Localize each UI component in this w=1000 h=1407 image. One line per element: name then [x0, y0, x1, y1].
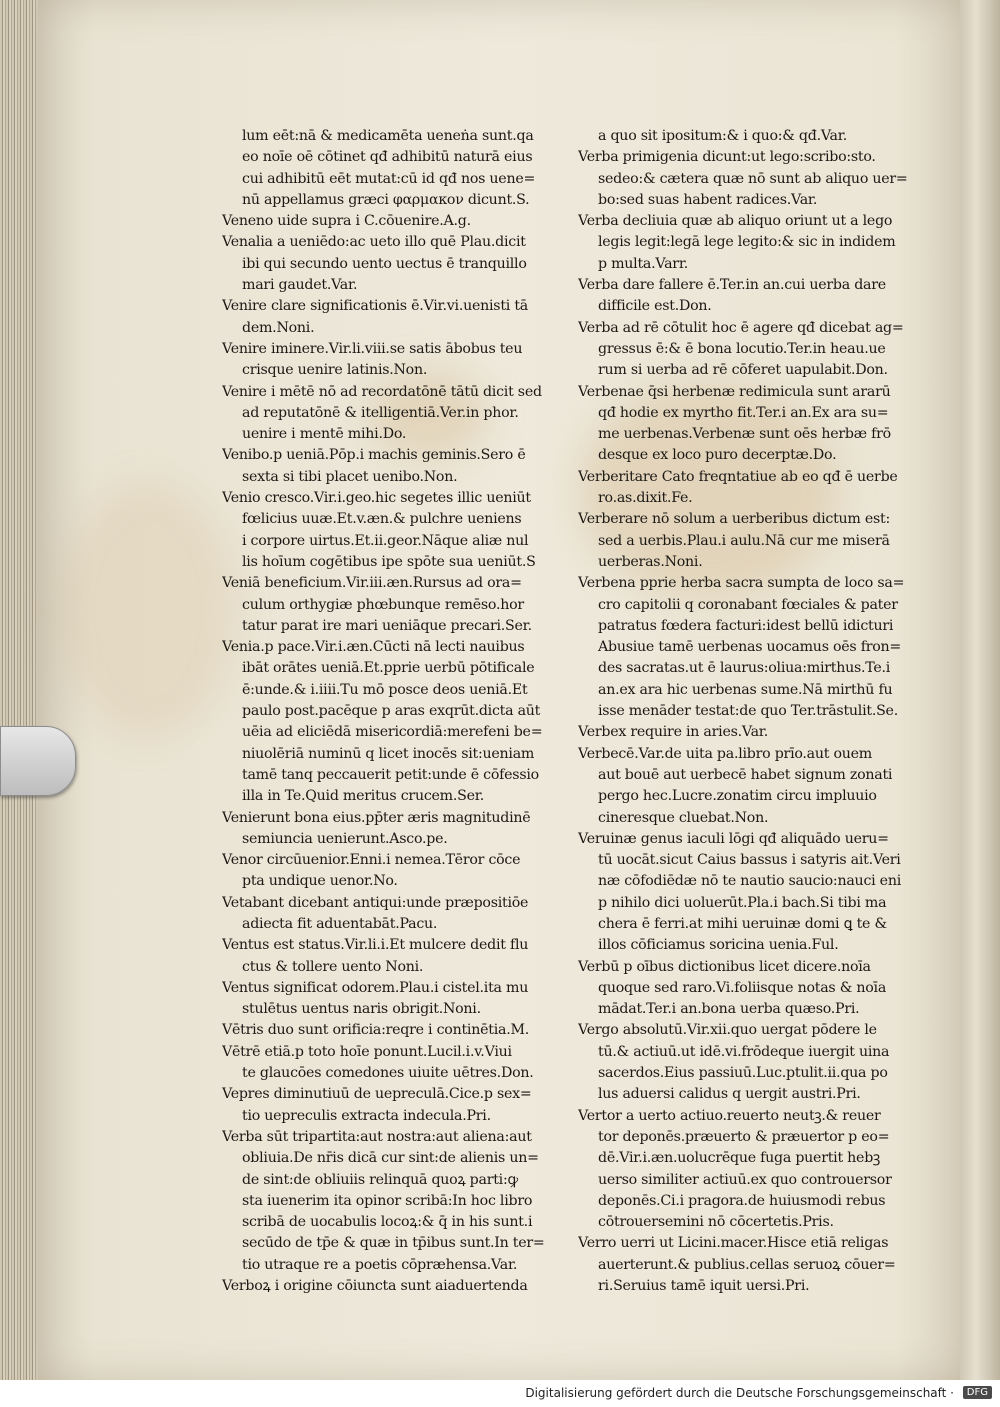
entry-headword-line: Verba dare fallere ē.Ter.in an.cui uerba dare — [578, 277, 886, 294]
text-line: auerterunt.& publius.cellas seruoꝝ cōuer= — [598, 1256, 896, 1273]
text-line: uenire i mentē mihi.Do. — [242, 426, 407, 443]
text-line: ibāt orātes ueniā.Et.pprie uerbū pōtificale — [242, 660, 535, 677]
text-line: tū uocāt.sicut Caius bassus i satyris ait.Veri — [598, 852, 901, 869]
text-line: næ cōfodiēdæ nō te nautio saucio:nauci eni — [598, 873, 902, 890]
text-line: lum eēt:nā & medicamēta ueneṅa sunt.qa — [242, 128, 534, 144]
text-line: crisque uenire latinis.Non. — [242, 362, 428, 379]
text-line: cōtrouersemini nō cōcertetis.Pris. — [598, 1214, 834, 1231]
text-line: qđ hodie ex myrtho fit.Ter.i an.Ex ara su= — [598, 404, 889, 421]
text-line: a quo sit ipositum:& i quo:& qđ.Var. — [598, 128, 847, 144]
entry-headword-line: Verbena pprie herba sacra sumpta de loco sa= — [578, 575, 905, 592]
text-line: scribā de uocabulis locoꝝ:& q̄ in his sunt.i — [242, 1214, 533, 1231]
entry-headword-line: Ventus est status.Vir.li.i.Et mulcere dedit flu — [222, 937, 529, 954]
entry-headword-line: Verboꝝ i origine cōiuncta sunt aiaduertenda — [222, 1278, 528, 1295]
text-line: eo noīe oē cōtinet qđ adhibitū naturā eius — [242, 149, 533, 166]
text-line: sed a uerbis.Plau.i aulu.Nā cur me miserā — [598, 532, 890, 549]
entry-headword-line: Verbecē.Var.de uita pa.libro prīo.aut ouem — [578, 745, 872, 762]
entry-headword-line: Vētris duo sunt orificia:reqre i continētia.M. — [222, 1022, 529, 1039]
text-line: patratus fœdera facturi:idest bellū idicturi — [598, 617, 894, 634]
text-line: chera ē ferri.at mihi ueruinæ domi ꝗ te & — [598, 915, 887, 932]
entry-headword-line: Vetabant dicebant antiqui:unde præpositiōe — [222, 894, 529, 911]
text-line: ibi qui secundo uento uectus ē tranquillo — [242, 255, 527, 272]
text-line: pta undique uenor.No. — [242, 873, 398, 890]
entry-headword-line: Vētrē etiā.p toto hoīe ponunt.Lucil.i.v.Viui — [222, 1043, 512, 1060]
text-line: lis hoīum cogētibus ipe spōte sua ueniūt.S — [242, 553, 536, 570]
text-line: sta iuenerim ita opinor scribā:In hoc libro — [242, 1192, 533, 1209]
text-line: te glaucōes comedones uiuite uētres.Don. — [242, 1065, 534, 1082]
entry-headword-line: Venia.p pace.Vir.i.æn.Cūcti nā lecti nauibus — [222, 639, 525, 656]
text-line: lus aduersi calidus q uergit austri.Pri. — [598, 1086, 861, 1103]
text-line: niuolēriā numinū q licet inocēs sit:ueniam — [242, 745, 535, 762]
text-line: illa in Te.Quid meritus crucem.Ser. — [242, 788, 484, 805]
entry-headword-line: Verba sūt tripartita:aut nostra:aut aliena:aut — [222, 1128, 532, 1145]
entry-headword-line: Veruinæ genus iaculi lōgi qđ aliquādo ueru= — [578, 830, 889, 847]
text-line: secūdo de tp̄e & quæ in tp̄ibus sunt.In ter= — [242, 1235, 545, 1252]
text-line: me uerbenas.Verbenæ sunt oēs herbæ frō — [598, 426, 891, 443]
entry-headword-line: Venio cresco.Vir.i.geo.hic segetes illic ueniūt — [222, 490, 531, 507]
text-line: aut bouē aut uerbecē habet signum zonati — [598, 766, 893, 783]
text-line: ro.as.dixit.Fe. — [598, 490, 693, 507]
entry-headword-line: Vepres diminutiuū de uepreculā.Cice.p sex= — [222, 1086, 532, 1103]
text-line: uerso similiter actiuū.ex quo controuersor — [598, 1171, 892, 1188]
entry-headword-line: Verberare nō solum a uerberibus dictum est: — [578, 511, 891, 528]
text-line: stulētus uentus naris obrigit.Noni. — [242, 1001, 481, 1018]
footer-credit: Digitalisierung gefördert durch die Deutsche Forschungsgemeinschaft · — [525, 1386, 954, 1400]
text-line: ri.Seruius tamē iquit uersi.Pri. — [598, 1278, 810, 1295]
text-column-left — [222, 126, 562, 1297]
entry-headword-line: Venire iminere.Vir.li.viii.se satis ābobus teu — [222, 340, 523, 357]
text-line: quoque sed raro.Vi.foliisque notas & noīa — [598, 979, 887, 996]
entry-headword-line: Vergo absolutū.Vir.xii.quo uergat pōdere le — [578, 1022, 877, 1039]
dfg-logo[interactable]: DFG — [963, 1386, 992, 1399]
entry-headword-line: Verbenae q̄si herbenæ redimicula sunt ararū — [578, 383, 891, 400]
text-line: fœlicius uuæ.Et.v.æn.& pulchre ueniens — [242, 511, 522, 528]
text-line: rum si uerba ad rē cōferet uapulabit.Don. — [598, 362, 888, 379]
entry-headword-line: Verbex require in aries.Var. — [578, 724, 769, 741]
entry-headword-line: Veneno uide supra i C.cōuenire.A.g. — [222, 213, 471, 230]
entry-headword-line: Venire clare significationis ē.Vir.vi.uenisti tā — [222, 298, 528, 315]
text-line: tatur parat ire mari ueniāque precari.Ser. — [242, 617, 532, 634]
text-line: deponēs.Ci.i pragora.de huiusmodi rebus — [598, 1192, 886, 1209]
text-line: sedeo:& cætera quæ nō sunt ab aliquo uer= — [598, 170, 908, 187]
text-line: nū appellamus græci φαρμακον dicunt.S. — [242, 191, 530, 208]
entry-headword-line: Verro uerri ut Licini.macer.Hisce etiā religas — [578, 1235, 889, 1252]
text-line: sexta si tibi placet uenibo.Non. — [242, 468, 458, 485]
text-line: isse menāder testat:de quo Ter.trāstulit.Se. — [598, 703, 898, 720]
text-line: paulo post.pacēque p aras exqrūt.dicta aūt — [242, 703, 541, 720]
text-line: tamē tanq peccauerit petit:unde ē cōfessio — [242, 766, 539, 783]
text-line: cui adhibitū eēt mutat:cū id qđ nos uene= — [242, 170, 536, 187]
text-line: Abusiue tamē uerbenas uocamus oēs fron= — [598, 639, 902, 656]
text-line: dem.Noni. — [242, 319, 315, 336]
stain — [58, 480, 238, 740]
text-line: semiuncia uenierunt.Asco.pe. — [242, 830, 448, 847]
text-line: tor deponēs.præuerto & præuertor p eo= — [598, 1128, 890, 1145]
text-line: bo:sed suas habent radices.Var. — [598, 191, 818, 208]
text-line: i corpore uirtus.Et.ii.geor.Nāque aliæ nul — [242, 532, 529, 549]
text-line: sacerdos.Eius passiuū.Luc.ptulit.ii.qua po — [598, 1065, 888, 1082]
text-line: cineresque cluebat.Non. — [598, 809, 769, 826]
text-line: tio utraque re a poetis cōpræhensa.Var. — [242, 1256, 518, 1273]
text-line: ē:unde.& i.iiii.Tu mō posce deos ueniā.Et — [242, 681, 528, 698]
page-clip — [0, 726, 76, 796]
text-line: tū.& actiuū.ut idē.vi.frōdeque iuergit uina — [598, 1043, 890, 1060]
text-line: p multa.Varr. — [598, 255, 689, 272]
entry-headword-line: Venire i mētē nō ad recordatōnē tātū dicit sed — [222, 383, 542, 400]
text-line: de sint:de obliuiis relinquā quoꝝ parti:ꝙ — [242, 1171, 518, 1188]
text-line: ctus & tollere uento Noni. — [242, 958, 424, 975]
text-line: ad reputatōnē & itelligentiā.Ver.in phor. — [242, 404, 519, 421]
text-line: p nihilo dici uoluerūt.Pla.i bach.Si tibi ma — [598, 894, 887, 911]
entry-headword-line: Verba decliuia quæ ab aliquo oriunt ut a lego — [578, 213, 893, 230]
entry-headword-line: Verba ad rē cōtulit hoc ē agere qđ dicebat ag= — [578, 319, 904, 336]
text-line: gressus ē:& ē bona locutio.Ter.in heau.ue — [598, 340, 886, 357]
entry-headword-line: Venalia a ueniēdo:ac ueto illo quē Plau.dicit — [222, 234, 526, 251]
text-line: obliuia.De nr̄is dicā cur sint:de alienis un= — [242, 1150, 539, 1167]
entry-headword-line: Venor circūuenior.Enni.i nemea.Tēror cōce — [222, 852, 521, 869]
text-line: uēia ad eliciēdā misericordiā:merefeni be= — [242, 724, 543, 741]
text-line: cro capitolii q coronabant fœciales & pater — [598, 596, 898, 613]
text-line: pergo hec.Lucre.zonatim circu impluuio — [598, 788, 877, 805]
entry-headword-line: Verba primigenia dicunt:ut lego:scribo:sto. — [578, 149, 876, 166]
entry-headword-line: Verberitare Cato freqntatiue ab eo qđ ē uerbe — [578, 468, 898, 485]
text-line: uerberas.Noni. — [598, 553, 703, 570]
entry-headword-line: Venierunt bona eius.pp̄ter æris magnitudinē — [222, 809, 531, 826]
entry-headword-line: Vertor a uerto actiuo.reuerto neutꝫ.& reuer — [578, 1107, 881, 1124]
text-line: dē.Vir.i.æn.uolucrēque fuga puertit hebꝫ — [598, 1150, 881, 1167]
text-line: adiecta fit aduentabāt.Pacu. — [242, 915, 438, 932]
text-line: an.ex ara hic uerbenas sume.Nā mirthū fu — [598, 681, 893, 698]
text-line: culum orthygiæ phœbunque remēso.hor — [242, 596, 524, 613]
text-column-right — [578, 126, 908, 1297]
next-page-strip — [960, 0, 1000, 1380]
entry-headword-line: Verbū p oībus dictionibus licet dicere.noīa — [578, 958, 871, 975]
entry-headword-line: Veniā beneficium.Vir.iii.æn.Rursus ad ora= — [222, 575, 522, 592]
text-line: tio uepreculis extracta indecula.Pri. — [242, 1107, 491, 1124]
text-line: illos cōficiamus soricina uenia.Ful. — [598, 937, 839, 954]
text-line: mari gaudet.Var. — [242, 277, 358, 294]
entry-headword-line: Venibo.p ueniā.Pōp.i machis geminis.Sero ē — [222, 447, 526, 464]
text-line: legis legit:legā lege legito:& sic in indidem — [598, 234, 896, 251]
text-line: difficile est.Don. — [598, 298, 712, 315]
footer-bar — [0, 1380, 1000, 1407]
text-line: desque ex loco puro decerptæ.Do. — [598, 447, 837, 464]
entry-headword-line: Ventus significat odorem.Plau.i cistel.ita mu — [222, 979, 529, 996]
text-line: mādat.Ter.i an.bona uerba quæso.Pri. — [598, 1001, 860, 1018]
text-line: des sacratas.ut ē laurus:oliua:mirthus.Te.i — [598, 660, 891, 677]
